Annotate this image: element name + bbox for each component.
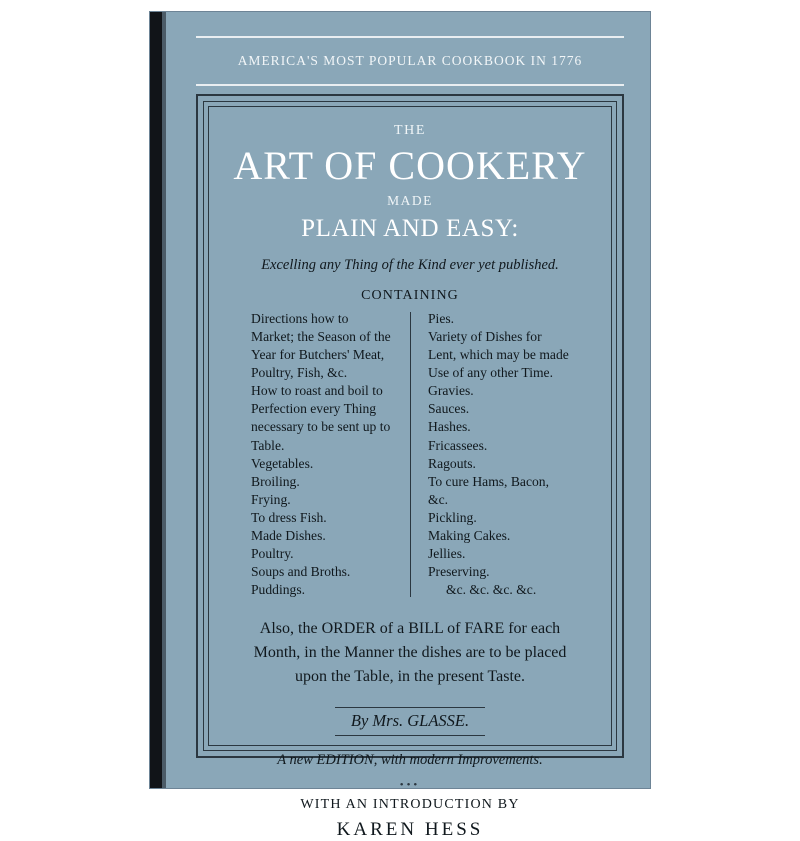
- list-item-text: Variety of Dishes for Lent, which may be made Use of any other Time.: [428, 329, 569, 381]
- list-item: [428, 382, 569, 400]
- list-item-text: Frying.: [251, 491, 291, 507]
- cover-content: [166, 12, 650, 841]
- byline-wrapper: [227, 707, 593, 736]
- list-item: [251, 491, 394, 509]
- list-item: [428, 581, 569, 599]
- list-item: [428, 473, 569, 509]
- list-item: [251, 545, 394, 563]
- list-item: [251, 455, 394, 473]
- list-item: [251, 581, 394, 599]
- list-item: [428, 527, 569, 545]
- page-title: ART OF COOKERY: [233, 143, 587, 188]
- list-item-text: Pickling.: [428, 509, 477, 525]
- contents-column-right: [410, 310, 569, 599]
- list-item-text: Fricassees.: [428, 437, 488, 453]
- list-item: [251, 563, 394, 581]
- contents-column-left: [251, 310, 410, 599]
- list-item: [428, 437, 569, 455]
- list-item-text: Ragouts.: [428, 455, 476, 471]
- introduction-author: KAREN HESS: [336, 819, 484, 841]
- list-item: [251, 310, 394, 382]
- cover-frame-outer: [196, 94, 624, 841]
- list-item: [428, 509, 569, 527]
- list-item: [428, 310, 569, 328]
- cover-frame-inner: [208, 106, 612, 841]
- list-item-text: Directions how to Market; the Season of the Year for Butchers' Meat, Poultry, Fish, &c.: [251, 311, 391, 381]
- ornament-divider: •••: [399, 779, 421, 792]
- title-article: THE: [393, 123, 426, 138]
- list-item: [428, 400, 569, 418]
- list-item-text: Puddings.: [251, 582, 306, 598]
- list-item-text: Vegetables.: [251, 455, 314, 471]
- list-item-text: Preserving.: [428, 564, 490, 580]
- list-item-text: Pies.: [428, 311, 455, 326]
- list-item: [428, 563, 569, 581]
- list-item: [251, 473, 394, 491]
- title-made: MADE: [387, 193, 433, 208]
- tagline: Excelling any Thing of the Kind ever yet published.: [261, 257, 559, 273]
- author-byline: By Mrs. GLASSE.: [335, 707, 485, 736]
- list-item-text: Gravies.: [428, 383, 474, 399]
- banner-text: AMERICA'S MOST POPULAR COOKBOOK IN 1776: [237, 53, 583, 68]
- list-item: [428, 545, 569, 563]
- contents-columns: [227, 310, 593, 599]
- introduction-label: WITH AN INTRODUCTION BY: [300, 797, 520, 813]
- list-item-text: Jellies.: [428, 546, 466, 562]
- list-item-text: Poultry.: [251, 546, 294, 562]
- list-item: [428, 455, 569, 473]
- list-item: [428, 328, 569, 382]
- list-item-text: Soups and Broths.: [251, 564, 351, 580]
- list-item-text: To cure Hams, Bacon, &c.: [428, 473, 549, 507]
- edition-note: A new EDITION, with modern Improvements.: [277, 752, 543, 769]
- list-item-text: Broiling.: [251, 473, 300, 489]
- book-cover: [150, 12, 650, 841]
- column-divider: [410, 312, 411, 597]
- bill-of-fare-note: Also, the ORDER of a BILL of FARE for each Month, in the Manner the dishes are to be placed upon the Table, in the present Taste.: [253, 620, 567, 686]
- top-banner: [196, 36, 624, 86]
- containing-label: CONTAINING: [361, 288, 459, 303]
- list-item-text: Making Cakes.: [428, 527, 511, 543]
- list-item-text: Made Dishes.: [251, 527, 326, 543]
- list-item: [251, 527, 394, 545]
- list-item: [251, 509, 394, 527]
- list-item-text: &c. &c. &c. &c.: [446, 582, 537, 598]
- title-subtitle: PLAIN AND EASY:: [301, 215, 519, 242]
- list-item-text: How to roast and boil to Perfection every Thing necessary to be sent up to Table.: [251, 383, 391, 453]
- book-spine: [150, 12, 162, 788]
- list-item-text: Hashes.: [428, 419, 471, 435]
- list-item: [428, 418, 569, 436]
- list-item-text: To dress Fish.: [251, 509, 327, 525]
- list-item-text: Sauces.: [428, 401, 470, 417]
- list-item: [251, 382, 394, 454]
- cover-frame-middle: [203, 101, 617, 841]
